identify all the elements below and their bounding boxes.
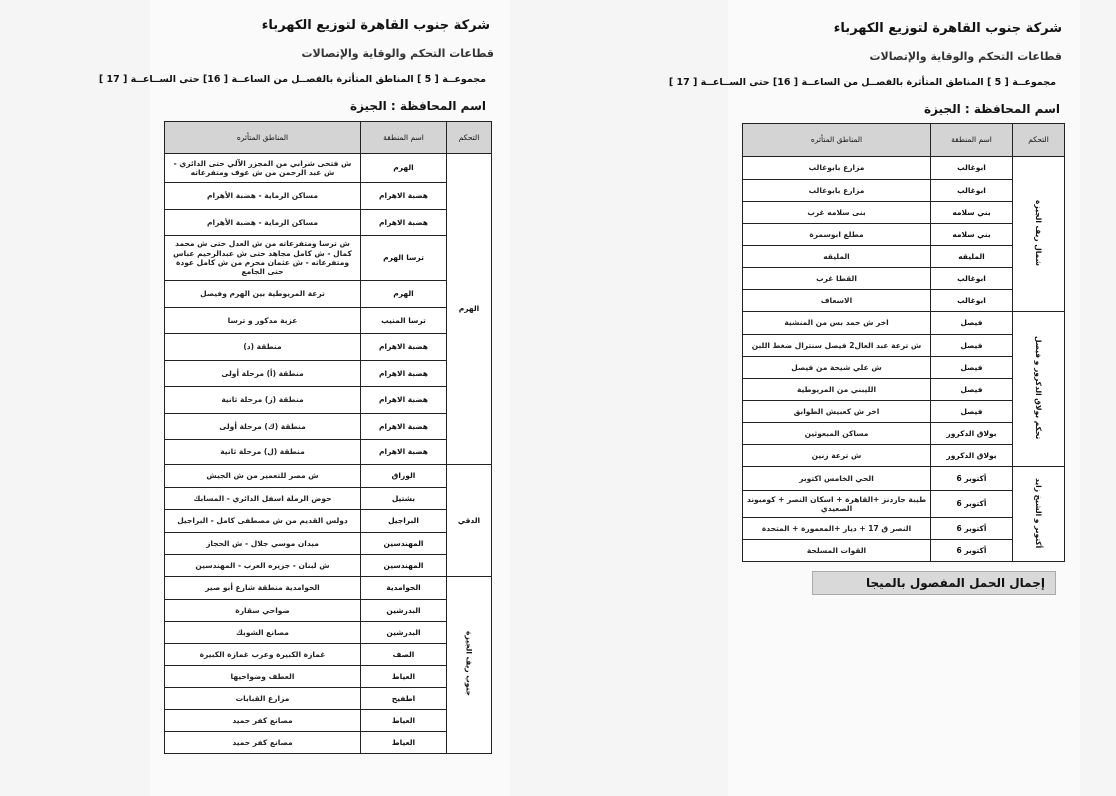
affected-areas-cell: ترعة المريوطية بين الهرم وفيصل: [165, 281, 361, 308]
header-area: اسم المنطقة: [361, 122, 447, 154]
affected-areas-cell: مزارع القبابات: [165, 688, 361, 710]
affected-areas-cell: ش ترعة عبد العال2 فيصل سنترال ضغط اللبن: [743, 335, 931, 357]
area-name-cell: بني سلامه: [931, 202, 1013, 224]
table-row: [165, 488, 492, 510]
control-label: جنوب ريف الجيزة: [464, 631, 474, 697]
area-name-cell: الوراق: [361, 465, 447, 488]
area-name-cell: ابوغالب: [931, 157, 1013, 180]
area-name-cell: بشتيل: [361, 488, 447, 510]
affected-areas-cell: ميدان موسي جلال - ش الحجاز: [165, 533, 361, 555]
area-name-cell: فيصل: [931, 335, 1013, 357]
control-cell: [447, 577, 492, 754]
affected-areas-cell: مطلع ابوسمرة: [743, 224, 931, 246]
header-control: التحكم: [1013, 124, 1065, 157]
table-row: [165, 387, 492, 414]
affected-areas-cell: غمازة الكبيرة وعرب غمازة الكبيرة: [165, 644, 361, 666]
table-row: [165, 600, 492, 622]
affected-areas-cell: دولس القديم من ش مصطفى كامل - البراجيل: [165, 510, 361, 533]
control-label: الدقي: [457, 515, 481, 525]
table-row: [165, 666, 492, 688]
area-name-cell: هضبة الاهرام: [361, 183, 447, 210]
table-row: [165, 154, 492, 183]
area-name-cell: أكتوبر 6: [931, 518, 1013, 540]
table-row: [743, 157, 1065, 180]
table-row: [165, 732, 492, 754]
table-row: [165, 281, 492, 308]
affected-areas-cell: القوات المسلحة: [743, 540, 931, 562]
header-affected: المناطق المتأثره: [743, 124, 931, 157]
area-name-cell: هضبة الاهرام: [361, 387, 447, 414]
table-row: [165, 533, 492, 555]
table-row: [165, 555, 492, 577]
header-control: التحكم: [447, 122, 492, 154]
area-name-cell: المهندسين: [361, 555, 447, 577]
affected-areas-cell: ش فتحى شرابي من المجزر الآلي حتى الدائري - ش عبد الرحمن من ش عوف ومتفرعاته: [165, 154, 361, 183]
area-name-cell: ابوغالب: [931, 290, 1013, 312]
affected-areas-cell: اخر ش كعبيش الطوابق: [743, 401, 931, 423]
area-name-cell: ابوغالب: [931, 180, 1013, 202]
area-name-cell: فيصل: [931, 379, 1013, 401]
affected-areas-cell: بنى سلامه غرب: [743, 202, 931, 224]
area-name-cell: اطفيح: [361, 688, 447, 710]
table-row: [165, 308, 492, 334]
affected-areas-cell: الليبني من المريوطية: [743, 379, 931, 401]
affected-areas-cell: مصانع كفر حميد: [165, 732, 361, 754]
table-row: [165, 414, 492, 440]
affected-areas-cell: القطا غرب: [743, 268, 931, 290]
affected-areas-cell: مساكن الرماية - هضبة الأهرام: [165, 210, 361, 236]
affected-areas-cell: منطقة (أ) مرحلة أولى: [165, 361, 361, 387]
affected-areas-cell: مزارع بابوغالب: [743, 180, 931, 202]
area-name-cell: الحوامدية: [361, 577, 447, 600]
area-name-cell: هضبة الاهرام: [361, 440, 447, 465]
affected-areas-cell: ضواحي سقارة: [165, 600, 361, 622]
area-name-cell: الصف: [361, 644, 447, 666]
table-row: [165, 510, 492, 533]
right-sectors-title: قطاعات التحكم والوقاية والإتصالات: [869, 50, 1062, 63]
area-name-cell: ابوغالب: [931, 268, 1013, 290]
table-row: [165, 644, 492, 666]
header-affected: المناطق المتأثره: [165, 122, 361, 154]
affected-areas-cell: مساكن الرماية - هضبة الأهرام: [165, 183, 361, 210]
right-governorate: اسم المحافظة : الجيزة: [923, 102, 1060, 116]
table-row: [165, 622, 492, 644]
affected-areas-cell: ش علي شيحة من فيصل: [743, 357, 931, 379]
affected-areas-cell: منطقة (ل) مرحلة ثانية: [165, 440, 361, 465]
area-name-cell: أكتوبر 6: [931, 540, 1013, 562]
table-row: [165, 577, 492, 600]
table-row: [165, 688, 492, 710]
total-load-label: إجمال الحمل المفصول بالميجا: [812, 571, 1056, 595]
control-label: أكتوبر و الشيخ زايد: [1034, 477, 1044, 548]
area-name-cell: هضبة الاهرام: [361, 414, 447, 440]
control-cell: [447, 465, 492, 577]
left-schedule-table: [164, 121, 492, 754]
affected-areas-cell: منطقة (ز) مرحلة ثانية: [165, 387, 361, 414]
area-name-cell: فيصل: [931, 357, 1013, 379]
table-row: [165, 210, 492, 236]
area-name-cell: هضبة الاهرام: [361, 361, 447, 387]
control-cell: [1013, 157, 1065, 312]
table-row: [743, 312, 1065, 335]
affected-areas-cell: ش ترعة زنين: [743, 445, 931, 467]
right-schedule-table: [742, 123, 1065, 562]
left-company-name: شركة جنوب القاهرة لتوزيع الكهرباء: [261, 18, 490, 33]
control-label: الهرم: [458, 304, 480, 314]
area-name-cell: ترسا الهرم: [361, 236, 447, 281]
table-row: [165, 465, 492, 488]
right-group-line: مجموعــة [ 5 ] المناطق المتأثرة بالفصــل من الساعــة [ 16] حتى الســاعــة [ 17 ]: [668, 77, 1056, 88]
affected-areas-cell: الاسعاف: [743, 290, 931, 312]
affected-areas-cell: العطف وضواحيها: [165, 666, 361, 688]
table-row: [165, 440, 492, 465]
affected-areas-cell: حوض الرملة اسفل الدائري - المسابك: [165, 488, 361, 510]
affected-areas-cell: منطقة (د): [165, 334, 361, 361]
control-cell: [1013, 312, 1065, 467]
area-name-cell: فيصل: [931, 312, 1013, 335]
area-name-cell: البراجيل: [361, 510, 447, 533]
area-name-cell: بولاق الدكرور: [931, 423, 1013, 445]
area-name-cell: هضبة الاهرام: [361, 334, 447, 361]
left-sectors-title: قطاعات التحكم والوقاية والإتصالات: [301, 47, 494, 60]
affected-areas-cell: عزبة مدكور و ترسا: [165, 308, 361, 334]
left-governorate: اسم المحافظة : الجيزة: [349, 99, 486, 113]
area-name-cell: العياط: [361, 732, 447, 754]
table-row: [165, 334, 492, 361]
left-group-line: مجموعــة [ 5 ] المناطق المتأثرة بالفصــل من الساعــة [ 16] حتى الســاعــة [ 17 ]: [98, 74, 486, 85]
affected-areas-cell: منطقة (ك) مرحلة أولى: [165, 414, 361, 440]
affected-areas-cell: مصانع كفر حميد: [165, 710, 361, 732]
table-row: [743, 467, 1065, 491]
control-cell: [447, 154, 492, 465]
header-area: اسم المنطقة: [931, 124, 1013, 157]
affected-areas-cell: المليقه: [743, 246, 931, 268]
affected-areas-cell: النصر ق 17 + ديار +المعمورة + المتحدة: [743, 518, 931, 540]
area-name-cell: الهرم: [361, 281, 447, 308]
control-cell: [1013, 467, 1065, 562]
affected-areas-cell: مصانع الشوبك: [165, 622, 361, 644]
affected-areas-cell: ش لبنان - جزيره العرب - المهندسين: [165, 555, 361, 577]
area-name-cell: البدرشين: [361, 600, 447, 622]
area-name-cell: فيصل: [931, 401, 1013, 423]
table-row: [165, 710, 492, 732]
control-label: شمال ريف الجيزة: [1034, 199, 1044, 266]
area-name-cell: العياط: [361, 666, 447, 688]
right-company-name: شركة جنوب القاهرة لتوزيع الكهرباء: [833, 21, 1062, 36]
area-name-cell: المهندسين: [361, 533, 447, 555]
table-row: [165, 236, 492, 281]
area-name-cell: الهرم: [361, 154, 447, 183]
area-name-cell: أكتوبر 6: [931, 491, 1013, 518]
area-name-cell: ترسا المنيب: [361, 308, 447, 334]
area-name-cell: بولاق الدكرور: [931, 445, 1013, 467]
table-row: [165, 183, 492, 210]
area-name-cell: هضبة الاهرام: [361, 210, 447, 236]
affected-areas-cell: طيبة جاردنز +القاهرة + اسكان النصر + كومبوند الصعيدي: [743, 491, 931, 518]
area-name-cell: البدرشين: [361, 622, 447, 644]
area-name-cell: المليقه: [931, 246, 1013, 268]
affected-areas-cell: مزارع بابوغالب: [743, 157, 931, 180]
affected-areas-cell: الحوامدية منطقة شارع أبو صير: [165, 577, 361, 600]
affected-areas-cell: مساكن المبعوثين: [743, 423, 931, 445]
affected-areas-cell: اخر ش حمد بس من المنشية: [743, 312, 931, 335]
affected-areas-cell: ش مصر للتعمير من ش الجيش: [165, 465, 361, 488]
area-name-cell: العياط: [361, 710, 447, 732]
area-name-cell: بني سلامه: [931, 224, 1013, 246]
affected-areas-cell: الحي الخامس اكتوبر: [743, 467, 931, 491]
table-row: [165, 361, 492, 387]
affected-areas-cell: ش ترسا ومتفرعاته من ش العدل حتى ش محمد كمال - ش كامل مجاهد حتى ش عبدالرحيم عباس ومتفرعاته - ش عثمان محرم من ش كامل عودة حتى الجامع: [165, 236, 361, 281]
control-label: تحكم بولاق الدكرور و فيصل: [1034, 336, 1044, 440]
area-name-cell: أكتوبر 6: [931, 467, 1013, 491]
